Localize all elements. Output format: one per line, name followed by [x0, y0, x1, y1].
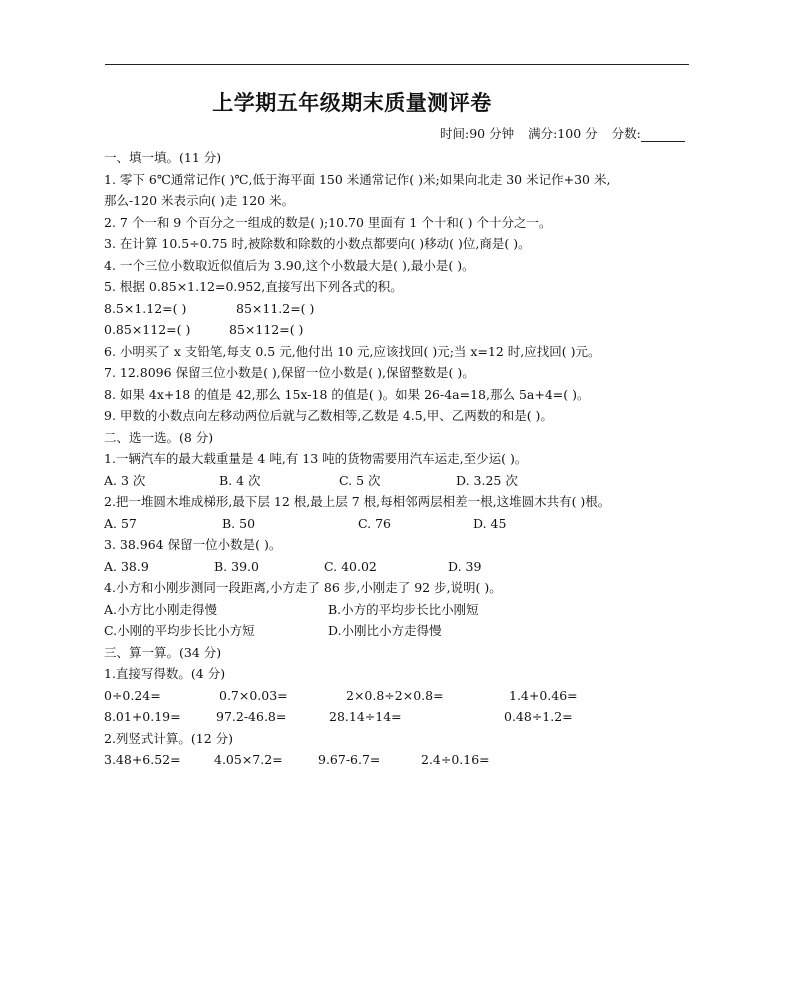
calc-item: 8.01+0.19= — [104, 709, 181, 724]
oral-calc-row1 — [104, 685, 704, 707]
option-c[interactable]: C. 5 次 — [339, 472, 381, 488]
score-label: 分数: — [611, 126, 641, 141]
option-d[interactable]: D. 39 — [448, 558, 482, 574]
oral-calc-row2 — [104, 706, 704, 728]
question-1-1-cont: 那么-120 米表示向( )走 120 米。 — [104, 193, 295, 208]
option-d[interactable]: D. 3.25 次 — [456, 472, 518, 488]
question-1-9: 9. 甲数的小数点向左移动两位后就与乙数相等,乙数是 4.5,甲、乙两数的和是( )。 — [104, 408, 553, 423]
question-2-1-options — [104, 470, 704, 492]
calc-item: 1.4+0.46= — [509, 687, 578, 703]
option-b[interactable]: B.小方的平均步长比小刚短 — [328, 601, 479, 617]
question-1-2: 2. 7 个一和 9 个百分之一组成的数是( );10.70 里面有 1 个十和( ) 个十分之一。 — [104, 214, 552, 230]
question-1-5-row2 — [104, 319, 704, 341]
question-1-1: 1. 零下 6℃通常记作( )℃,低于海平面 150 米通常记作( )米;如果向北走 30 米记作+30 米, — [104, 171, 611, 187]
calc-item: 0÷0.24= — [104, 687, 161, 703]
option-c[interactable]: C. 40.02 — [324, 558, 377, 574]
calc-item: 0.48÷1.2= — [504, 709, 573, 724]
exam-time: 时间:90 分钟 — [440, 126, 515, 141]
option-c[interactable]: C.小刚的平均步长比小方短 — [104, 623, 255, 638]
calc-item: 97.2-46.8= — [216, 709, 287, 724]
question-2-1: 1.一辆汽车的最大载重量是 4 吨,有 13 吨的货物需要用汽车运走,至少运( )。 — [104, 451, 528, 466]
question-2-3-options — [104, 556, 704, 578]
question-2-2-options — [104, 513, 704, 535]
part-3-1: 1.直接写得数。(4 分) — [104, 666, 226, 681]
header-rule — [105, 64, 689, 65]
question-1-5b: 85×11.2=( ) — [236, 300, 315, 316]
option-a[interactable]: A. 3 次 — [104, 472, 146, 488]
question-2-4: 4.小方和小刚步测同一段距离,小方走了 86 步,小刚走了 92 步,说明( )。 — [104, 580, 502, 595]
option-d[interactable]: D. 45 — [473, 515, 507, 531]
calc-item: 0.7×0.03= — [219, 687, 288, 703]
question-1-5a: 8.5×1.12=( ) — [104, 300, 187, 316]
question-2-4-options-row1 — [104, 599, 704, 621]
option-b[interactable]: B. 39.0 — [214, 558, 259, 574]
question-1-6: 6. 小明买了 x 支铅笔,每支 0.5 元,他付出 10 元,应该找回( )元;当 x=12 时,应找回( )元。 — [104, 343, 601, 359]
calc-item: 28.14÷14= — [329, 709, 402, 724]
option-a[interactable]: A. 57 — [104, 515, 137, 531]
calc-item: 9.67-6.7= — [318, 752, 381, 767]
question-1-5-row1 — [104, 298, 704, 320]
score-blank[interactable] — [641, 129, 685, 142]
page-title: 上学期五年级期末质量测评卷 — [212, 91, 492, 115]
exam-full-score: 满分:100 分 — [528, 126, 598, 141]
option-c[interactable]: C. 76 — [358, 515, 391, 531]
calc-item: 2×0.8÷2×0.8= — [346, 687, 444, 703]
part-3-2: 2.列竖式计算。(12 分) — [104, 730, 234, 746]
question-1-7: 7. 12.8096 保留三位小数是( ),保留一位小数是( ),保留整数是( )。 — [104, 365, 475, 380]
option-b[interactable]: B. 50 — [222, 515, 256, 531]
exam-content — [104, 147, 704, 771]
section3-heading: 三、算一算。(34 分) — [104, 644, 222, 660]
section1-heading: 一、填一填。(11 分) — [104, 150, 222, 165]
option-b[interactable]: B. 4 次 — [219, 472, 261, 488]
question-1-5c: 0.85×112=( ) — [104, 322, 191, 337]
question-1-5d: 85×112=( ) — [229, 322, 304, 337]
vertical-calc-row — [104, 749, 704, 771]
question-2-4-options-row2 — [104, 620, 704, 642]
calc-item: 2.4÷0.16= — [421, 752, 490, 767]
question-2-2: 2.把一堆圆木堆成梯形,最下层 12 根,最上层 7 根,每相邻两层相差一根,这堆圆木共有( )根。 — [104, 494, 611, 509]
option-a[interactable]: A. 38.9 — [104, 558, 149, 574]
question-1-8: 8. 如果 4x+18 的值是 42,那么 15x-18 的值是( )。如果 26-4a=18,那么 5a+4=( )。 — [104, 386, 590, 402]
question-1-4: 4. 一个三位小数取近似值后为 3.90,这个小数最大是( ),最小是( )。 — [104, 257, 475, 273]
section2-heading: 二、选一选。(8 分) — [104, 429, 214, 445]
question-2-3: 3. 38.964 保留一位小数是( )。 — [104, 537, 282, 552]
question-1-5: 5. 根据 0.85×1.12=0.952,直接写出下列各式的积。 — [104, 279, 403, 294]
exam-meta — [440, 124, 685, 142]
option-a[interactable]: A.小方比小刚走得慢 — [104, 601, 218, 617]
calc-item: 3.48+6.52= — [104, 752, 181, 767]
calc-item: 4.05×7.2= — [214, 752, 283, 767]
question-1-3: 3. 在计算 10.5÷0.75 时,被除数和除数的小数点都要向( )移动( )位,商是( )。 — [104, 236, 531, 251]
option-d[interactable]: D.小刚比小方走得慢 — [328, 623, 442, 638]
